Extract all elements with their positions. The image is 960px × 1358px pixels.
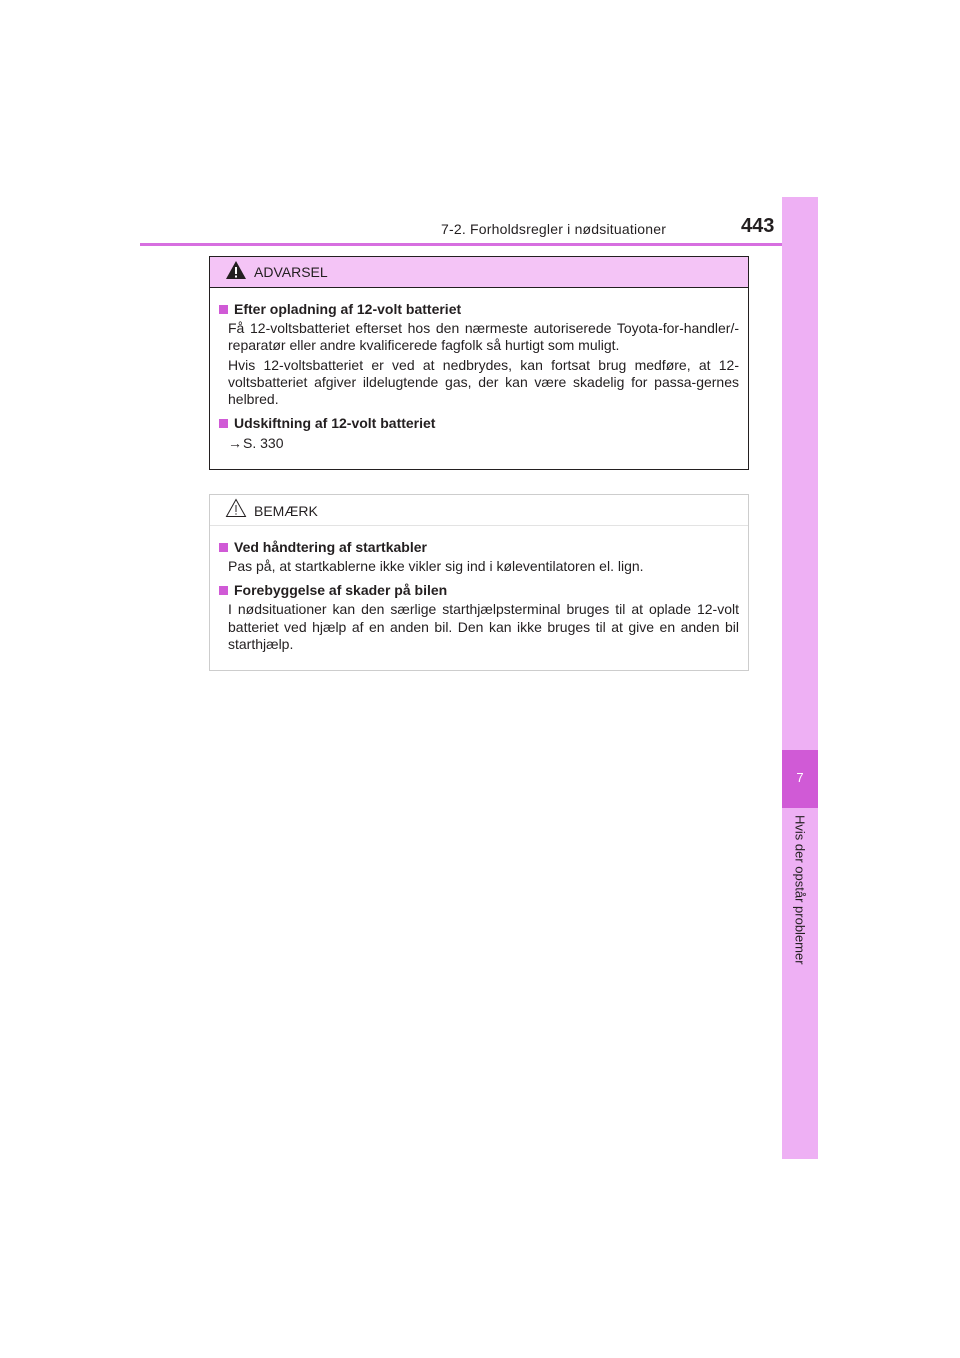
notice-item-heading <box>219 581 739 599</box>
page-number: 443 <box>741 215 775 237</box>
notice-header <box>210 495 748 526</box>
square-bullet-icon <box>219 586 228 595</box>
header-rule <box>140 243 818 246</box>
notice-item-text: I nødsituationer kan den særlige starthjælpsterminal bruges til at oplade 12-volt batteriet ved hjælp af en anden bil. Den kan ikke bruges til at give en anden bil starthjælp. <box>228 601 739 652</box>
chapter-side-tab <box>782 197 818 1159</box>
warning-header <box>210 257 748 288</box>
warning-item <box>219 414 739 453</box>
warning-item-heading-text: Efter opladning af 12-volt batteriet <box>234 301 462 317</box>
warning-box <box>209 256 749 470</box>
warning-body <box>210 288 748 453</box>
notice-item-heading <box>219 538 739 556</box>
warning-item-paragraph: Få 12-voltsbatteriet efterset hos den nærmeste autoriserede Toyota-for-handler/-reparatør eller andre kvalificerede fagfolk så hurtigt som muligt. <box>228 320 739 354</box>
chapter-number: 7 <box>796 770 804 785</box>
section-header: 7-2. Forholdsregler i nødsituationer <box>441 221 667 237</box>
warning-title: ADVARSEL <box>254 264 328 280</box>
notice-item-heading-text: Forebyggelse af skader på bilen <box>234 582 448 599</box>
chapter-title: Hvis der opstår problemer <box>792 815 808 965</box>
notice-item <box>219 538 739 575</box>
square-bullet-icon <box>219 305 228 314</box>
notice-title: BEMÆRK <box>254 503 318 519</box>
arrow-icon: → <box>228 435 242 452</box>
warning-item-paragraph: Hvis 12-voltsbatteriet er ved at nedbrydes, kan fortsat brug medføre, at 12-voltsbatteriet afgiver ildelugtende gas, der kan være skadelig for passa-gernes helbred. <box>228 356 739 408</box>
square-bullet-icon <box>219 419 228 428</box>
notice-item-heading-text: Ved håndtering af startkabler <box>234 539 427 555</box>
page-reference <box>219 434 739 453</box>
warning-item-heading <box>219 414 739 432</box>
notice-body <box>210 526 748 653</box>
warning-item <box>219 300 739 408</box>
square-bullet-icon <box>219 543 228 552</box>
warning-item-heading-text: Udskiftning af 12-volt batteriet <box>234 415 436 432</box>
page-reference-text: S. 330 <box>243 435 284 452</box>
notice-item-text: Pas på, at startkablerne ikke vikler sig ind i køleventilatoren el. lign. <box>228 558 644 574</box>
warning-triangle-icon <box>225 260 247 280</box>
notice-box <box>209 494 749 671</box>
warning-item-heading <box>219 300 739 318</box>
notice-item <box>219 581 739 653</box>
notice-triangle-icon <box>225 498 247 518</box>
